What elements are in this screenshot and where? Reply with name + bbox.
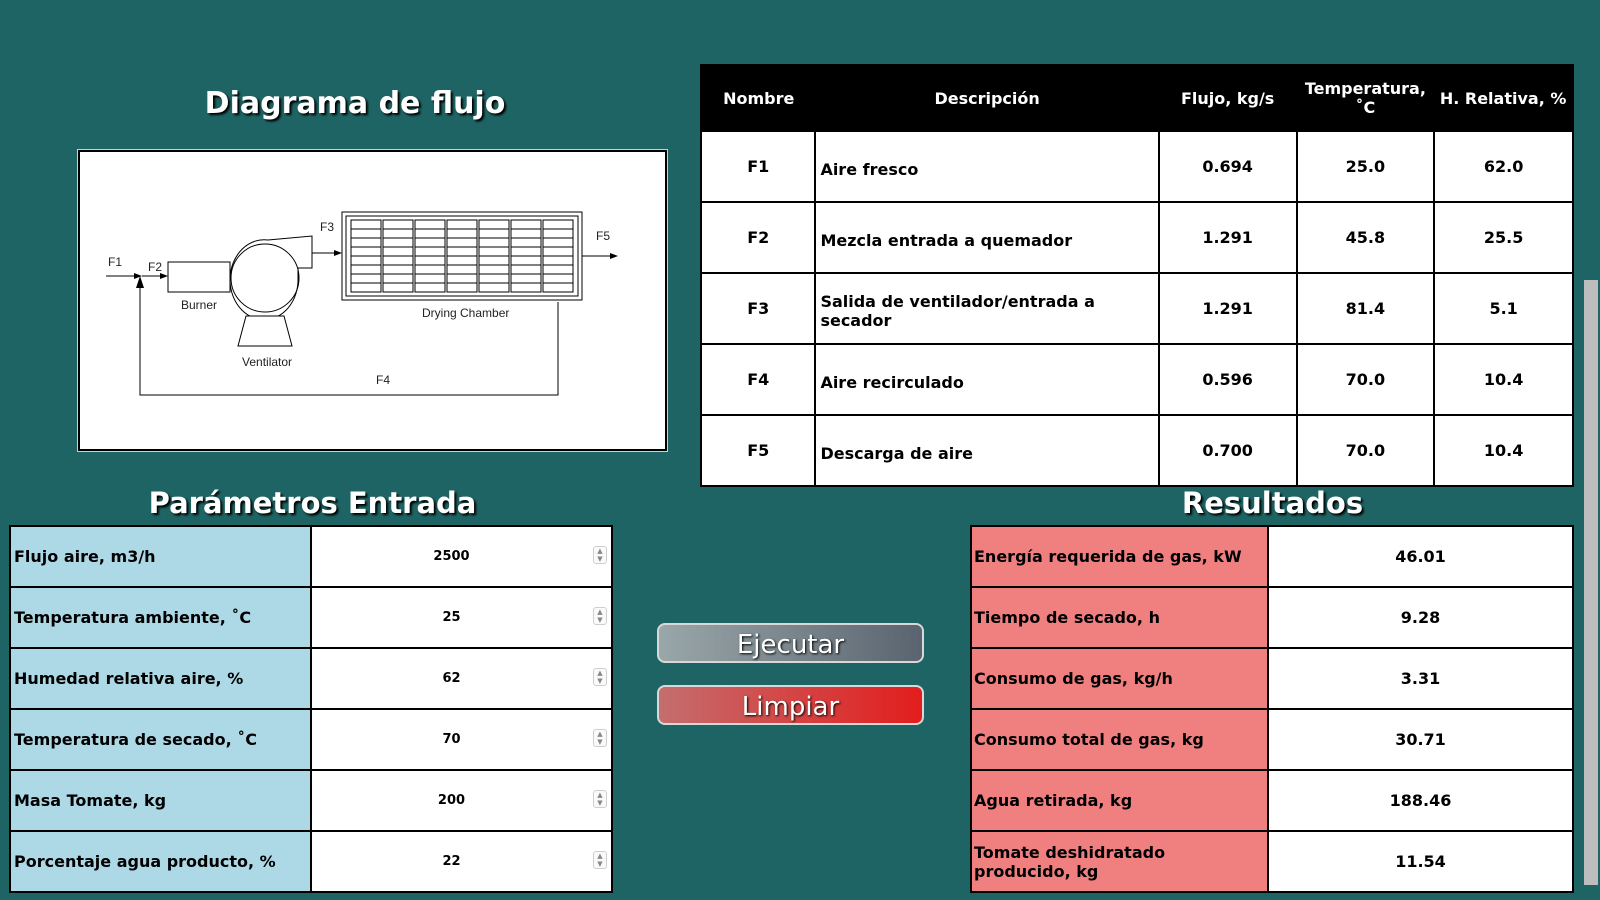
- tray-cell: [351, 220, 381, 229]
- param-input-tomato-mass[interactable]: [311, 770, 612, 831]
- flow-diagram: [78, 150, 667, 451]
- param-value: 62: [442, 671, 461, 686]
- tray-cell: [415, 220, 445, 229]
- result-row: [971, 648, 1573, 709]
- stream-description: Descarga de aire: [815, 415, 1158, 486]
- result-label-energy: Energía requerida de gas, kW: [971, 526, 1268, 587]
- tray-cell: [479, 256, 509, 265]
- tray-cell: [543, 247, 573, 256]
- param-label-water-percent: Porcentaje agua producto, %: [10, 831, 311, 892]
- stream-temperature: 25.0: [1297, 131, 1435, 202]
- tray-cell: [351, 229, 381, 238]
- spinner-icon[interactable]: ▲ ▼: [593, 546, 607, 564]
- tray-cell: [511, 274, 541, 283]
- spinner-icon[interactable]: ▲ ▼: [593, 668, 607, 686]
- tray-cell: [447, 256, 477, 265]
- stream-description: Salida de ventilador/entrada a secador: [815, 273, 1158, 344]
- label-f2: F2: [148, 260, 163, 274]
- tray-cell: [447, 220, 477, 229]
- table-row: [701, 202, 1573, 273]
- tray-cell: [415, 247, 445, 256]
- stream-description: Aire fresco: [815, 131, 1158, 202]
- tray-cell: [543, 238, 573, 247]
- tray-cell: [351, 256, 381, 265]
- spinner-icon[interactable]: ▲ ▼: [593, 790, 607, 808]
- tray-cell: [447, 229, 477, 238]
- tray-cell: [383, 220, 413, 229]
- label-f5: F5: [596, 229, 611, 243]
- label-f1: F1: [108, 255, 123, 269]
- burner-box: [168, 262, 230, 292]
- tray-cell: [351, 274, 381, 283]
- tray-cell: [415, 265, 445, 274]
- result-row: [971, 831, 1573, 892]
- param-label-tomato-mass: Masa Tomate, kg: [10, 770, 311, 831]
- scrollbar-thumb[interactable]: [1584, 280, 1598, 885]
- stream-flow: 0.596: [1159, 344, 1297, 415]
- ventilator-base: [238, 316, 292, 346]
- diagram-title: Diagrama de flujo: [204, 86, 506, 121]
- clear-button[interactable]: Limpiar: [657, 685, 924, 725]
- param-label-ambient-temp: Temperatura ambiente, ˚C: [10, 587, 311, 648]
- stream-name: F3: [701, 273, 815, 344]
- spinner-icon[interactable]: ▲ ▼: [593, 851, 607, 869]
- tray-cell: [415, 238, 445, 247]
- result-label-drying-time: Tiempo de secado, h: [971, 587, 1268, 648]
- streams-table: [700, 64, 1574, 487]
- tray-cell: [383, 256, 413, 265]
- tray-cell: [479, 238, 509, 247]
- table-row: [701, 415, 1573, 486]
- param-input-water-percent[interactable]: [311, 831, 612, 892]
- result-label-dried-tomato: Tomate deshidratado producido, kg: [971, 831, 1268, 892]
- header-name: Nombre: [701, 65, 815, 131]
- stream-flow: 1.291: [1159, 273, 1297, 344]
- tray-cell: [511, 229, 541, 238]
- label-f3: F3: [320, 220, 335, 234]
- result-value-drying-time: 9.28: [1268, 587, 1573, 648]
- tray-cell: [511, 247, 541, 256]
- stream-name: F2: [701, 202, 815, 273]
- tray-cell: [511, 238, 541, 247]
- tray-cell: [415, 283, 445, 292]
- tray-cell: [383, 265, 413, 274]
- stream-temperature: 45.8: [1297, 202, 1435, 273]
- tray-cell: [479, 265, 509, 274]
- tray-cell: [447, 283, 477, 292]
- param-label-air-flow: Flujo aire, m3/h: [10, 526, 311, 587]
- tray-cell: [447, 265, 477, 274]
- param-value: 2500: [433, 549, 470, 564]
- drying-trays: [351, 220, 573, 292]
- spinner-icon[interactable]: ▲ ▼: [593, 729, 607, 747]
- results-table: [970, 525, 1574, 893]
- param-value: 70: [442, 732, 461, 747]
- tray-cell: [511, 220, 541, 229]
- stream-name: F1: [701, 131, 815, 202]
- tray-cell: [447, 238, 477, 247]
- param-value: 200: [437, 793, 466, 808]
- result-label-gas-total: Consumo total de gas, kg: [971, 709, 1268, 770]
- param-input-ambient-temp[interactable]: [311, 587, 612, 648]
- tray-cell: [479, 274, 509, 283]
- param-input-humidity[interactable]: [311, 648, 612, 709]
- input-params-table: [9, 525, 613, 893]
- param-row: [10, 709, 612, 770]
- table-row: [701, 273, 1573, 344]
- tray-cell: [447, 274, 477, 283]
- tray-cell: [383, 283, 413, 292]
- result-value-water-removed: 188.46: [1268, 770, 1573, 831]
- stream-name: F4: [701, 344, 815, 415]
- stream-temperature: 81.4: [1297, 273, 1435, 344]
- stream-flow: 0.700: [1159, 415, 1297, 486]
- params-title: Parámetros Entrada: [148, 486, 477, 520]
- tray-cell: [543, 265, 573, 274]
- stream-humidity: 25.5: [1434, 202, 1573, 273]
- result-value-gas-total: 30.71: [1268, 709, 1573, 770]
- stream-humidity: 5.1: [1434, 273, 1573, 344]
- scrollbar[interactable]: [1582, 0, 1600, 900]
- tray-cell: [415, 274, 445, 283]
- param-row: [10, 526, 612, 587]
- tray-cell: [447, 247, 477, 256]
- param-row: [10, 648, 612, 709]
- stream-flow: 0.694: [1159, 131, 1297, 202]
- ventilator-housing: [230, 236, 312, 320]
- tray-cell: [383, 238, 413, 247]
- tray-cell: [479, 283, 509, 292]
- stream-humidity: 62.0: [1434, 131, 1573, 202]
- spinner-icon[interactable]: ▲ ▼: [593, 607, 607, 625]
- tray-cell: [351, 247, 381, 256]
- header-flow: Flujo, kg/s: [1159, 65, 1297, 131]
- f5-arrow: [610, 253, 618, 259]
- result-value-dried-tomato: 11.54: [1268, 831, 1573, 892]
- header-description: Descripción: [815, 65, 1158, 131]
- tray-cell: [383, 274, 413, 283]
- param-input-air-flow[interactable]: [311, 526, 612, 587]
- param-value: 22: [442, 854, 461, 869]
- header-temperature: Temperatura, ˚C: [1297, 65, 1435, 131]
- tray-cell: [511, 256, 541, 265]
- param-row: [10, 587, 612, 648]
- param-row: [10, 770, 612, 831]
- tray-cell: [383, 247, 413, 256]
- table-row: [701, 131, 1573, 202]
- result-value-gas-rate: 3.31: [1268, 648, 1573, 709]
- tray-cell: [479, 220, 509, 229]
- tray-cell: [351, 265, 381, 274]
- tray-cell: [383, 229, 413, 238]
- param-label-drying-temp: Temperatura de secado, ˚C: [10, 709, 311, 770]
- f3-arrow: [334, 250, 342, 256]
- stream-temperature: 70.0: [1297, 415, 1435, 486]
- f1-arrow: [134, 273, 142, 279]
- result-label-water-removed: Agua retirada, kg: [971, 770, 1268, 831]
- header-humidity: H. Relativa, %: [1434, 65, 1573, 131]
- param-label-humidity: Humedad relativa aire, %: [10, 648, 311, 709]
- stream-humidity: 10.4: [1434, 415, 1573, 486]
- streams-header-row: [701, 65, 1573, 131]
- tray-cell: [543, 274, 573, 283]
- tray-cell: [543, 229, 573, 238]
- tray-cell: [479, 247, 509, 256]
- result-row: [971, 526, 1573, 587]
- label-drying-chamber: Drying Chamber: [422, 306, 510, 320]
- stream-temperature: 70.0: [1297, 344, 1435, 415]
- param-row: [10, 831, 612, 892]
- result-row: [971, 709, 1573, 770]
- stream-humidity: 10.4: [1434, 344, 1573, 415]
- tray-cell: [543, 283, 573, 292]
- stream-flow: 1.291: [1159, 202, 1297, 273]
- tray-cell: [415, 256, 445, 265]
- tray-cell: [511, 283, 541, 292]
- tray-cell: [479, 229, 509, 238]
- tray-cell: [511, 265, 541, 274]
- tray-cell: [543, 256, 573, 265]
- tray-cell: [351, 238, 381, 247]
- param-value: 25: [442, 610, 461, 625]
- label-burner: Burner: [181, 298, 218, 312]
- result-row: [971, 587, 1573, 648]
- tray-cell: [543, 220, 573, 229]
- label-ventilator: Ventilator: [242, 355, 293, 369]
- flow-diagram-svg: [80, 152, 665, 449]
- result-label-gas-rate: Consumo de gas, kg/h: [971, 648, 1268, 709]
- param-input-drying-temp[interactable]: [311, 709, 612, 770]
- result-row: [971, 770, 1573, 831]
- stream-description: Mezcla entrada a quemador: [815, 202, 1158, 273]
- table-row: [701, 344, 1573, 415]
- tray-cell: [415, 229, 445, 238]
- stream-name: F5: [701, 415, 815, 486]
- run-button[interactable]: Ejecutar: [657, 623, 924, 663]
- result-value-energy: 46.01: [1268, 526, 1573, 587]
- label-f4: F4: [376, 373, 391, 387]
- results-title: Resultados: [1181, 486, 1364, 520]
- stream-description: Aire recirculado: [815, 344, 1158, 415]
- tray-cell: [351, 283, 381, 292]
